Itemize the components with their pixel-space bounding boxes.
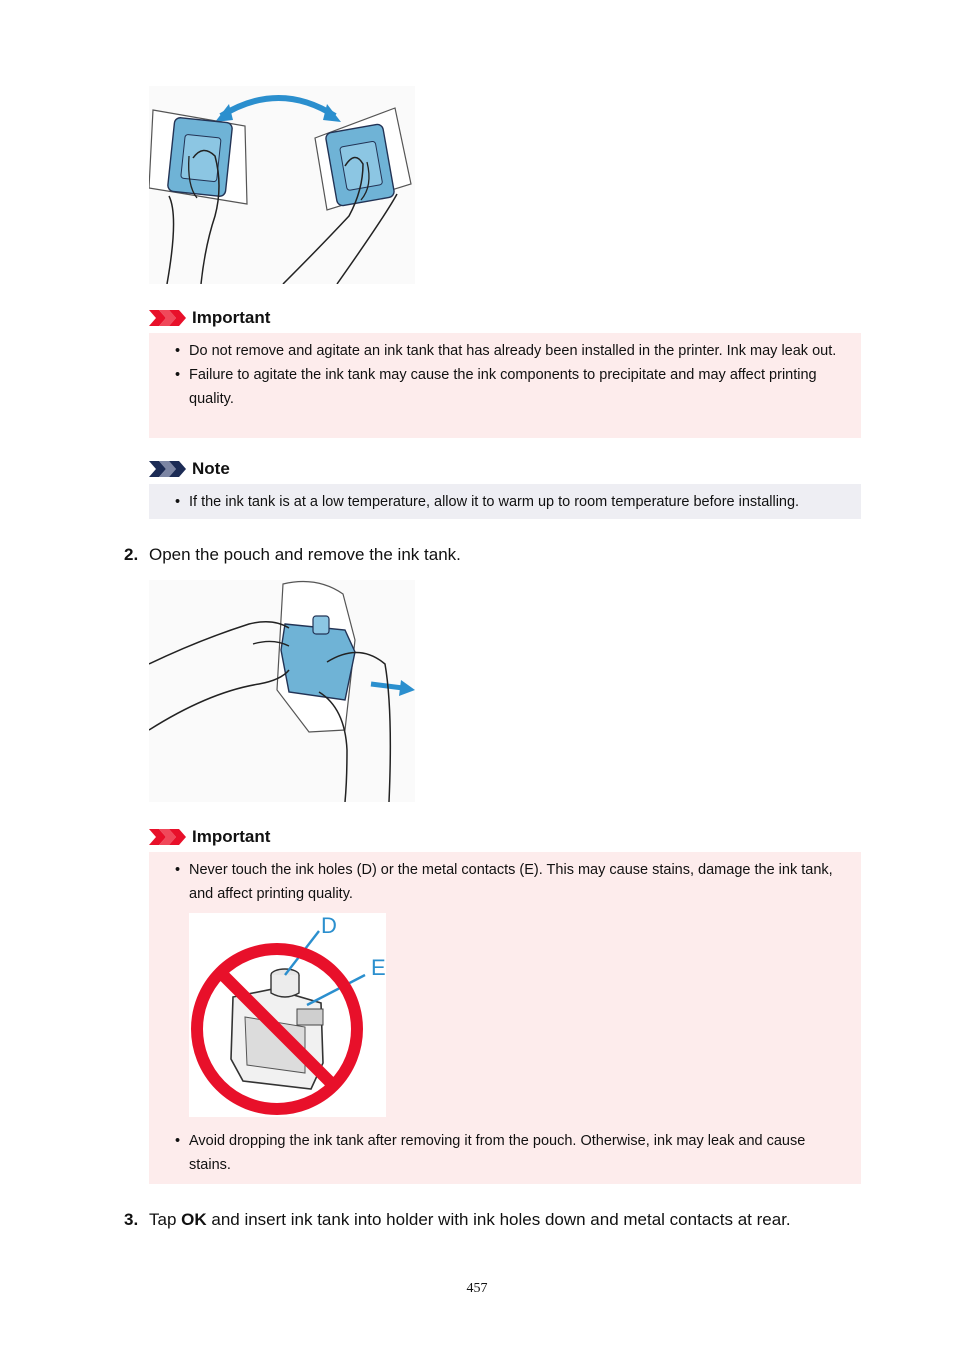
note-chevron-icon <box>149 461 187 477</box>
important-box-2-continued <box>149 1125 861 1183</box>
note-heading <box>149 458 230 480</box>
page-number: 457 <box>466 1281 488 1296</box>
important-box-1 <box>149 333 861 438</box>
step-2 <box>124 544 461 566</box>
important-title: Important <box>192 308 271 327</box>
remove-ink-tank-illustration <box>149 580 415 802</box>
label-e: E <box>371 955 386 980</box>
important-title: Important <box>192 827 271 846</box>
ok-button-ref: OK <box>181 1210 207 1229</box>
step-3 <box>124 1209 791 1231</box>
important-chevron-icon <box>149 829 187 845</box>
important-item: • Failure to agitate the ink tank may cause the ink components to precipitate and may affect printing quality. <box>175 363 851 411</box>
label-d: D <box>321 913 337 938</box>
step-number: 2. <box>124 545 139 564</box>
step-text-suffix: and insert ink tank into holder with ink holes down and metal contacts at rear. <box>206 1210 791 1229</box>
note-item: • If the ink tank is at a low temperature, allow it to warm up to room temperature before installing. <box>175 490 851 514</box>
step-text-prefix: Tap <box>149 1210 182 1229</box>
agitate-ink-tank-illustration <box>149 86 415 284</box>
step-number: 3. <box>124 1210 139 1229</box>
important-heading-2 <box>149 826 270 848</box>
note-box <box>149 484 861 519</box>
important-item: • Avoid dropping the ink tank after removing it from the pouch. Otherwise, ink may leak and cause stains. <box>175 1129 851 1177</box>
important-chevron-icon <box>149 310 187 326</box>
important-item: • Never touch the ink holes (D) or the metal contacts (E). This may cause stains, damage the ink tank, and affect printing quality. <box>175 858 851 906</box>
step-text: Open the pouch and remove the ink tank. <box>149 545 461 564</box>
note-title: Note <box>192 459 230 478</box>
do-not-touch-diagram <box>189 913 386 1117</box>
important-item: • Do not remove and agitate an ink tank that has already been installed in the printer. Ink may leak out. <box>175 339 851 363</box>
important-heading-1 <box>149 307 270 329</box>
